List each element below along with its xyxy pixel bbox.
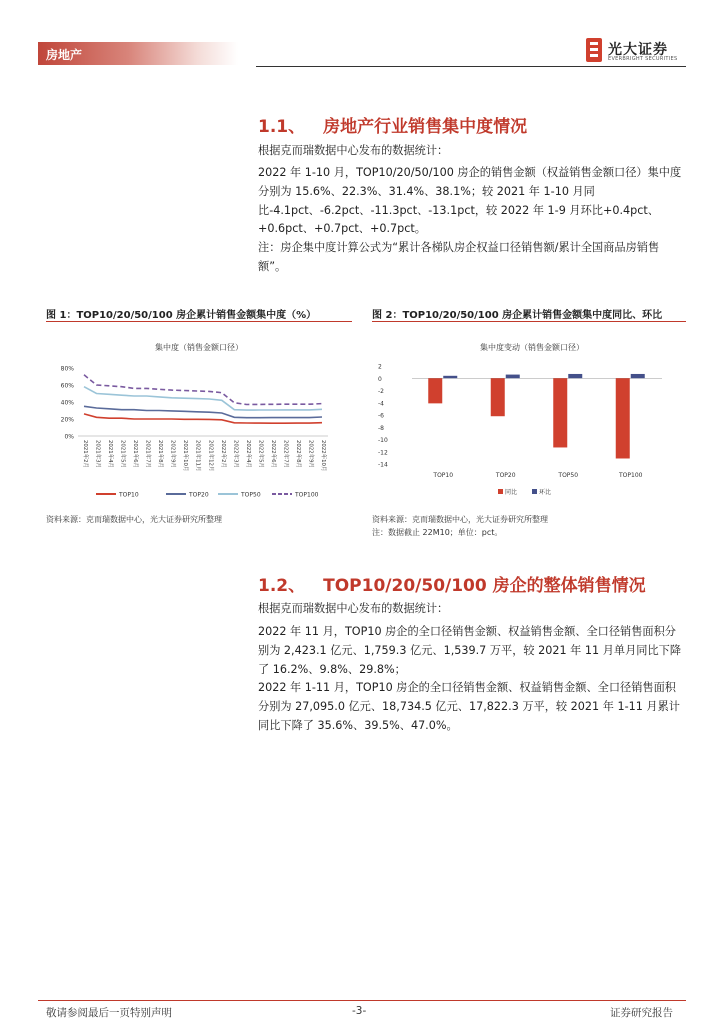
section-number: 1.2、 [258,576,306,596]
section1-body: 2022 年 1-10 月，TOP10/20/50/100 房企的销售金额（权益销售金额口径）集中度分别为 15.6%、22.3%、31.4%、38.1%；较 2021 年 1-10 月同比-4.1pct、-6.2pct、-11.3pct、-13.1pct，较 2022 年 1-9 月环比+0.4pct、+0.6pct、+0.7pct、+0.7pct。 [258,166,682,236]
x-tick-label: 2022年2月 [219,440,226,468]
x-tick-label: 2022年3月 [232,440,239,468]
legend-swatch [498,489,503,494]
x-tick-label: TOP20 [495,472,516,479]
x-tick-label: 2021年9月 [169,440,176,468]
bar-环比-top100 [631,374,645,378]
legend-label: 同比 [505,489,518,496]
section-heading-1-2 [258,571,646,596]
y-tick-label: 40% [60,399,74,407]
legend-label: TOP10 [119,491,139,499]
x-tick-label: 2022年5月 [257,440,264,468]
legend-label: TOP20 [189,491,209,499]
y-tick-label: 2 [378,363,382,371]
x-tick-label: 2021年7月 [144,440,151,468]
section1-intro: 根据克而瑞数据中心发布的数据统计： [258,144,449,157]
page-number: -3- [352,1005,367,1017]
figure2-rule [372,321,686,322]
logo-text-en: EVERBRIGHT SECURITIES [608,56,678,62]
x-tick-label: 2021年5月 [119,440,126,468]
figure1-caption: 图 1：TOP10/20/50/100 房企累计销售金额集中度（%） [46,310,317,321]
x-tick-label: 2022年7月 [282,440,289,468]
series-line-top20 [84,406,322,417]
y-tick-label: 20% [60,416,74,424]
series-line-top50 [84,387,322,410]
company-logo [586,38,686,64]
x-tick-label: 2021年3月 [94,440,101,468]
series-line-top10 [84,414,322,423]
figure1-source: 资料来源：克而瑞数据中心，光大证券研究所整理 [46,515,222,524]
x-tick-label: TOP10 [433,472,454,479]
x-tick-label: TOP50 [558,472,579,479]
y-tick-label: -4 [378,400,384,408]
y-tick-label: -2 [378,388,384,395]
x-tick-label: 2021年4月 [107,440,114,468]
bar-环比-top50 [568,374,582,378]
figure1-line-chart [46,328,352,508]
x-tick-label: 2021年10月 [182,440,189,472]
x-tick-label: 2022年9月 [307,440,314,468]
bar-同比-top50 [553,378,567,447]
section-title-text: 房地产行业销售集中度情况 [323,117,528,137]
section1-note: 注：房企集中度计算公式为“累计各梯队房企权益口径销售额/累计全国商品房销售额”。 [258,241,660,273]
x-tick-label: 2022年8月 [294,440,301,468]
y-tick-label: -6 [378,412,384,420]
legend-swatch [532,489,537,494]
x-tick-label: TOP100 [619,472,643,479]
x-tick-label: 2021年6月 [132,440,139,468]
section2-para2: 2022 年 1-11 月，TOP10 房企的全口径销售金额、权益销售金额、全口径销售面积分别为 27,095.0 亿元、18,734.5 亿元、17,822.3 万平，较 2021 年 1-11 月累计同比下降了 35.6%、39.5%、47.0%。 [258,681,680,732]
x-tick-label: 2021年8月 [157,440,164,468]
x-tick-label: 2022年6月 [269,440,276,468]
series-line-top100 [84,375,322,405]
header-rule [256,66,686,67]
bar-同比-top20 [491,378,505,416]
legend-label: TOP100 [295,491,319,499]
x-tick-label: 2021年2月 [82,440,88,468]
bar-同比-top100 [616,378,630,458]
logo-icon [586,38,602,62]
logo-text-cn: 光大证券 [608,42,668,58]
y-tick-label: 0 [378,375,382,383]
y-tick-label: 80% [60,365,74,373]
x-tick-label: 2021年11月 [194,440,201,472]
section2-para1: 2022 年 11 月，TOP10 房企的全口径销售金额、权益销售金额、全口径销售面积分别为 2,423.1 亿元、1,759.3 亿元、1,539.7 万平，较 2021 年 11 月单月同比下降了 16.2%、9.8%、29.8%； [258,625,682,676]
footer-disclaimer: 敬请参阅最后一页特别声明 [46,1007,172,1019]
figure2-bar-chart [372,328,686,508]
y-tick-label: -10 [378,437,388,444]
x-tick-label: 2021年12月 [207,440,214,472]
figure1-rule [46,321,352,322]
section2-intro: 根据克而瑞数据中心发布的数据统计： [258,602,449,615]
x-tick-label: 2022年4月 [244,440,251,468]
chart-title: 集中度变动（销售金额口径） [480,343,584,352]
chart-title: 集中度（销售金额口径） [155,343,243,352]
legend-label: 环比 [539,489,552,496]
legend-label: TOP50 [241,491,261,499]
bar-环比-top10 [443,376,457,378]
footer-report-type: 证券研究报告 [610,1007,673,1019]
y-tick-label: 60% [60,382,74,390]
y-tick-label: 0% [64,433,74,441]
figure2-caption: 图 2：TOP10/20/50/100 房企累计销售金额集中度同比、环比 [372,310,663,321]
y-tick-label: -8 [378,424,384,432]
x-tick-label: 2022年10月 [320,440,326,472]
header-section-title: 房地产 [46,48,83,62]
y-tick-label: -12 [378,449,388,457]
bar-同比-top10 [428,378,442,403]
figure2-source: 资料来源：克而瑞数据中心，光大证券研究所整理 [372,515,548,524]
section-number: 1.1、 [258,117,306,137]
bar-环比-top20 [506,375,520,379]
section-title-text: TOP10/20/50/100 房企的整体销售情况 [323,576,646,596]
y-tick-label: -14 [378,461,388,469]
figure2-note: 注：数据截止 22M10；单位：pct。 [372,528,503,537]
footer-rule [38,1000,686,1001]
section-heading-1-1 [258,112,527,137]
